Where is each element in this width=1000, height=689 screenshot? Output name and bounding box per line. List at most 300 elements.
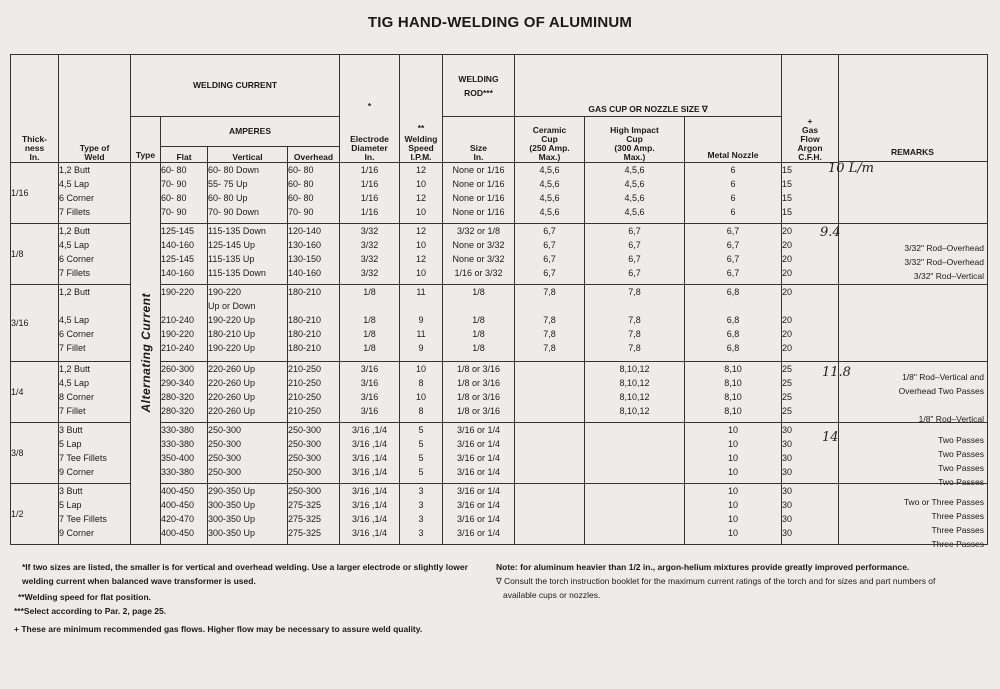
cell-value: 250-300 bbox=[288, 439, 322, 449]
cell-value: 3/16 ,1/4 bbox=[351, 528, 388, 538]
cell-value: 180-210 bbox=[288, 343, 322, 353]
note-2: ∇ Consult the torch instruction booklet for the maximum current ratings of the torch and for sizes and part numbers of bbox=[496, 576, 936, 586]
cell-value: 60- 80 Down bbox=[208, 165, 260, 175]
cell-value: 8,10,12 bbox=[619, 364, 650, 374]
cell-value: 25 bbox=[782, 392, 793, 402]
cell-value bbox=[515, 512, 584, 526]
cell-value: 3/16 bbox=[360, 364, 379, 374]
cell-value: 3/16 ,1/4 bbox=[351, 467, 388, 477]
rod-cell bbox=[443, 224, 515, 285]
remark: 3/32" Rod–Overhead bbox=[904, 243, 984, 253]
cell-value: 3/16 ,1/4 bbox=[351, 500, 388, 510]
vertical-cell bbox=[208, 423, 288, 484]
cell-value: 5 bbox=[418, 467, 424, 477]
cell-value: 30 bbox=[782, 425, 793, 435]
cell-value: 3/16 or 1/4 bbox=[456, 425, 501, 435]
cell-value: 10 bbox=[415, 392, 426, 402]
cell-value: 6,8 bbox=[726, 315, 740, 325]
cell-value: 3 bbox=[418, 500, 424, 510]
cell-value: 10 bbox=[415, 207, 426, 217]
cell-value bbox=[515, 465, 584, 479]
cell-value: 3/16 bbox=[360, 392, 379, 402]
high-impact-cell bbox=[585, 362, 685, 423]
cell-value: 290-340 bbox=[161, 378, 195, 388]
cell-value bbox=[515, 390, 584, 404]
metal-cell bbox=[685, 224, 782, 285]
high-impact-cup-header: High Impact Cup (300 Amp. Max.) bbox=[585, 117, 685, 163]
cell-value: 8,10 bbox=[724, 364, 742, 374]
welding-rod-header: WELDING ROD*** bbox=[443, 55, 515, 117]
cell-value: 275-325 bbox=[288, 528, 322, 538]
cell-value bbox=[585, 526, 684, 540]
cell-value: 6,7 bbox=[628, 240, 641, 250]
cell-value: 7,8 bbox=[543, 343, 556, 353]
cell-value: 190-220 bbox=[161, 287, 195, 297]
cell-value: 300-350 Up bbox=[208, 514, 256, 524]
cell-value: 3/16 or 1/4 bbox=[456, 514, 501, 524]
metal-cell bbox=[685, 484, 782, 545]
footnote-3: ***Select according to Par. 2, page 25. bbox=[14, 606, 167, 616]
cell-value: 1/16 or 3/32 bbox=[454, 268, 503, 278]
cell-value: 8,10 bbox=[724, 378, 742, 388]
cell-value: 15 bbox=[782, 193, 793, 203]
flat-header: Flat bbox=[161, 147, 208, 163]
cell-value bbox=[585, 498, 684, 512]
remarks-border bbox=[987, 54, 988, 545]
cell-value: 7 Fillet bbox=[59, 343, 86, 353]
cell-value: 250-300 bbox=[288, 453, 322, 463]
cell-value: 20 bbox=[782, 254, 793, 264]
gas-cell bbox=[782, 484, 839, 545]
cell-value: 70- 90 bbox=[161, 207, 187, 217]
ceramic-cell bbox=[515, 423, 585, 484]
overhead-cell bbox=[288, 224, 340, 285]
cell-value: 1/8 bbox=[363, 343, 376, 353]
cell-value: 3 bbox=[418, 514, 424, 524]
cell-value: 3/16 ,1/4 bbox=[351, 425, 388, 435]
cell-value bbox=[585, 423, 684, 437]
handwritten-note: 11.8 bbox=[822, 365, 851, 380]
cell-value: 9 bbox=[418, 343, 424, 353]
speed-header: ** Welding Speed I.P.M. bbox=[400, 55, 443, 163]
cell-value bbox=[400, 299, 442, 313]
cell-value: 300-350 Up bbox=[208, 528, 256, 538]
thickness-cell: 1/8 bbox=[11, 224, 59, 285]
ceramic-cell bbox=[515, 362, 585, 423]
overhead-cell bbox=[288, 484, 340, 545]
cell-value: 1/16 bbox=[360, 207, 379, 217]
cell-value: 20 bbox=[782, 329, 793, 339]
flat-cell bbox=[161, 285, 208, 362]
remark: Two Passes bbox=[938, 477, 984, 487]
gas-cup-header: GAS CUP OR NOZZLE SIZE ∇ bbox=[515, 55, 782, 117]
speed-cell bbox=[400, 224, 443, 285]
cell-value: 1,2 Butt bbox=[59, 287, 91, 297]
cell-value: 3 bbox=[418, 486, 424, 496]
cell-value: 4,5 Lap bbox=[59, 315, 90, 325]
cell-value: 210-240 bbox=[161, 315, 195, 325]
cell-value: 1/8 bbox=[472, 329, 485, 339]
cell-value: 12 bbox=[415, 254, 426, 264]
welds-cell bbox=[59, 423, 131, 484]
cell-value bbox=[59, 299, 130, 313]
remarks-divider bbox=[838, 223, 988, 224]
cell-value: 4,5 Lap bbox=[59, 378, 90, 388]
cell-value: None or 3/32 bbox=[452, 254, 505, 264]
cell-value: 3/16 ,1/4 bbox=[351, 439, 388, 449]
cell-value: 8 bbox=[418, 378, 424, 388]
cell-value bbox=[161, 299, 207, 313]
remarks-divider bbox=[838, 422, 988, 423]
overhead-cell bbox=[288, 362, 340, 423]
cell-value bbox=[340, 299, 399, 313]
cell-value: 25 bbox=[782, 378, 793, 388]
cell-value: 6,7 bbox=[726, 240, 740, 250]
remarks-divider bbox=[838, 544, 988, 545]
cell-value: 6,7 bbox=[628, 268, 641, 278]
cell-value: 5 bbox=[418, 439, 424, 449]
cell-value: None or 3/32 bbox=[452, 240, 505, 250]
cell-value: 55- 75 Up bbox=[208, 179, 248, 189]
cell-value: 7,8 bbox=[628, 315, 641, 325]
cell-value: 60- 80 bbox=[161, 193, 187, 203]
cell-value: 1/16 bbox=[360, 165, 379, 175]
cell-value: 210-250 bbox=[288, 406, 322, 416]
welds-cell bbox=[59, 484, 131, 545]
cell-value: 30 bbox=[782, 528, 793, 538]
cell-value: 3/16 or 1/4 bbox=[456, 528, 501, 538]
remark: 1/8" Rod–Vertical and bbox=[902, 372, 984, 382]
cell-value: 20 bbox=[782, 343, 793, 353]
welds-cell bbox=[59, 224, 131, 285]
remark: 3/32" Rod–Vertical bbox=[913, 271, 984, 281]
cell-value: 60- 80 bbox=[288, 179, 314, 189]
thickness-cell: 1/4 bbox=[11, 362, 59, 423]
cell-value: 3/16 or 1/4 bbox=[456, 439, 501, 449]
welds-cell bbox=[59, 285, 131, 362]
cell-value: 30 bbox=[782, 486, 793, 496]
cell-value: 7 Fillets bbox=[59, 207, 91, 217]
electrode-cell bbox=[340, 362, 400, 423]
rod-cell bbox=[443, 285, 515, 362]
cell-value: 6,7 bbox=[628, 254, 641, 264]
cell-value: 12 bbox=[415, 165, 426, 175]
cell-value: 10 bbox=[728, 528, 739, 538]
cell-value: 7,8 bbox=[543, 287, 556, 297]
thickness-cell: 3/16 bbox=[11, 285, 59, 362]
cell-value: 12 bbox=[415, 226, 426, 236]
cell-value: 20 bbox=[782, 268, 793, 278]
cell-value: 1,2 Butt bbox=[59, 226, 91, 236]
cell-value: 20 bbox=[782, 315, 793, 325]
cell-value: 7 Fillets bbox=[59, 268, 91, 278]
speed-cell bbox=[400, 362, 443, 423]
cell-value: 6 Corner bbox=[59, 193, 95, 203]
high-impact-cell bbox=[585, 224, 685, 285]
cell-value: 6 Corner bbox=[59, 329, 95, 339]
footnote-1: *If two sizes are listed, the smaller is for vertical and overhead welding. Use a larger electrode or slightly lower bbox=[22, 562, 468, 572]
cell-value: 12 bbox=[415, 193, 426, 203]
cell-value: 6,7 bbox=[543, 226, 556, 236]
cell-value: 280-320 bbox=[161, 406, 195, 416]
cell-value: 6,7 bbox=[726, 226, 740, 236]
cell-value: 7,8 bbox=[628, 287, 641, 297]
cell-value: 1,2 Butt bbox=[59, 364, 91, 374]
cell-value bbox=[585, 437, 684, 451]
cell-value: 1,2 Butt bbox=[59, 165, 91, 175]
cell-value: 6,7 bbox=[726, 254, 740, 264]
ceramic-cell bbox=[515, 163, 585, 224]
cell-value: 130-160 bbox=[288, 240, 322, 250]
cell-value: 3/32 bbox=[360, 240, 379, 250]
cell-value: 250-300 bbox=[208, 439, 242, 449]
cell-value bbox=[515, 498, 584, 512]
vertical-header: Vertical bbox=[208, 147, 288, 163]
welds-cell bbox=[59, 362, 131, 423]
cell-value: 30 bbox=[782, 453, 793, 463]
thickness-cell: 1/2 bbox=[11, 484, 59, 545]
high-impact-cell bbox=[585, 285, 685, 362]
cell-value: 6,8 bbox=[726, 329, 740, 339]
cell-value: 125-145 bbox=[161, 254, 195, 264]
remarks-divider bbox=[838, 361, 988, 362]
remark: Two or Three Passes bbox=[903, 497, 984, 507]
cell-value: 4,5,6 bbox=[624, 207, 645, 217]
cell-value: 400-450 bbox=[161, 500, 195, 510]
vertical-cell bbox=[208, 484, 288, 545]
cell-value: 115-135 Down bbox=[208, 268, 266, 278]
handwritten-note: 10 L/m bbox=[828, 161, 875, 176]
metal-cell bbox=[685, 163, 782, 224]
vertical-cell bbox=[208, 163, 288, 224]
cell-value: 4,5,6 bbox=[624, 193, 645, 203]
handwritten-note: 9.4 bbox=[820, 225, 841, 240]
thickness-group bbox=[11, 163, 839, 224]
cell-value: 3/16 or 1/4 bbox=[456, 486, 501, 496]
flat-cell bbox=[161, 362, 208, 423]
cell-value: 3/16 bbox=[360, 378, 379, 388]
cell-value: 400-450 bbox=[161, 528, 195, 538]
cell-value: 10 bbox=[415, 364, 426, 374]
flat-cell bbox=[161, 224, 208, 285]
cell-value: 210-250 bbox=[288, 392, 322, 402]
electrode-cell bbox=[340, 224, 400, 285]
cell-value: 7,8 bbox=[628, 343, 641, 353]
cell-value: 6 bbox=[730, 193, 736, 203]
cell-value: 9 bbox=[418, 315, 424, 325]
cell-value: 130-150 bbox=[288, 254, 322, 264]
cell-value: 115-135 Up bbox=[208, 254, 255, 264]
cell-value: 260-300 bbox=[161, 364, 195, 374]
cell-value: 70- 90 bbox=[288, 207, 314, 217]
cell-value: 120-140 bbox=[288, 226, 322, 236]
cell-value: 330-380 bbox=[161, 467, 195, 477]
cell-value: 220-260 Up bbox=[208, 364, 256, 374]
cell-value: 30 bbox=[782, 467, 793, 477]
cell-value: 3/16 or 1/4 bbox=[456, 453, 501, 463]
cell-value: 250-300 bbox=[288, 467, 322, 477]
cell-value bbox=[585, 484, 684, 498]
cell-value: 250-300 bbox=[208, 453, 242, 463]
thickness-cell: 1/16 bbox=[11, 163, 59, 224]
electrode-cell bbox=[340, 163, 400, 224]
cell-value: 30 bbox=[782, 439, 793, 449]
cell-value bbox=[585, 465, 684, 479]
cell-value: 180-210 bbox=[288, 287, 322, 297]
rod-cell bbox=[443, 423, 515, 484]
cell-value: 10 bbox=[728, 467, 739, 477]
speed-cell bbox=[400, 285, 443, 362]
gas-cell bbox=[782, 285, 839, 362]
cell-value: 330-380 bbox=[161, 425, 195, 435]
cell-value: 3/16 or 1/4 bbox=[456, 500, 501, 510]
cell-value: 8 Corner bbox=[59, 392, 95, 402]
cell-value: 1/16 bbox=[360, 179, 379, 189]
cell-value: 275-325 bbox=[288, 500, 322, 510]
cell-value bbox=[515, 362, 584, 376]
overhead-cell bbox=[288, 163, 340, 224]
cell-value: 210-240 bbox=[161, 343, 195, 353]
electrode-cell bbox=[340, 484, 400, 545]
cell-value: 25 bbox=[782, 364, 793, 374]
remark: 1/8" Rod–Vertical bbox=[918, 414, 984, 424]
cell-value bbox=[288, 299, 339, 313]
remarks-divider bbox=[838, 483, 988, 484]
electrode-cell bbox=[340, 285, 400, 362]
cell-value: 7 Fillet bbox=[59, 406, 86, 416]
type-header: Type bbox=[131, 117, 161, 163]
footnote-2: **Welding speed for flat position. bbox=[18, 592, 152, 602]
cell-value: 9 Corner bbox=[59, 467, 95, 477]
cell-value: 3 Butt bbox=[59, 425, 83, 435]
note-2-cont: available cups or nozzles. bbox=[503, 590, 601, 600]
cell-value: 8,10,12 bbox=[619, 406, 650, 416]
high-impact-cell bbox=[585, 484, 685, 545]
cell-value: 6,7 bbox=[726, 268, 740, 278]
cell-value: 30 bbox=[782, 514, 793, 524]
cell-value: 10 bbox=[728, 439, 739, 449]
cell-value: 10 bbox=[728, 453, 739, 463]
cell-value bbox=[782, 299, 838, 313]
cell-value: 350-400 bbox=[161, 453, 195, 463]
flat-cell bbox=[161, 423, 208, 484]
cell-value: 140-160 bbox=[161, 268, 195, 278]
cell-value: 10 bbox=[728, 486, 739, 496]
remark: Two Passes bbox=[938, 449, 984, 459]
electrode-header: * Electrode Diameter In. bbox=[340, 55, 400, 163]
cell-value: 70- 90 Down bbox=[208, 207, 260, 217]
cell-value: 250-300 bbox=[288, 425, 322, 435]
cell-value: 190-220 Up bbox=[208, 315, 256, 325]
cell-value: 4,5 Lap bbox=[59, 240, 90, 250]
cell-value: 6 bbox=[730, 179, 736, 189]
cell-value: 6 Corner bbox=[59, 254, 95, 264]
cell-value: 10 bbox=[728, 425, 739, 435]
cell-value: 3/32 bbox=[360, 226, 379, 236]
electrode-cell bbox=[340, 423, 400, 484]
cell-value: 1/8 or 3/16 bbox=[456, 406, 501, 416]
cell-value: 3 bbox=[418, 528, 424, 538]
rod-size-header: Size In. bbox=[443, 117, 515, 163]
cell-value: 5 bbox=[418, 453, 424, 463]
high-impact-cell bbox=[585, 423, 685, 484]
gas-flow-header: + Gas Flow Argon C.F.H. bbox=[782, 55, 839, 163]
cell-value: 1/8 or 3/16 bbox=[456, 364, 501, 374]
cell-value: 30 bbox=[782, 500, 793, 510]
cell-value: 8,10,12 bbox=[619, 392, 650, 402]
cell-value: 4,5,6 bbox=[539, 165, 560, 175]
type-of-weld-header: Type of Weld bbox=[59, 55, 131, 163]
cell-value: 1/16 bbox=[360, 193, 379, 203]
cell-value: 5 Lap bbox=[59, 439, 82, 449]
cell-value: 7 Tee Fillets bbox=[59, 514, 107, 524]
ceramic-cup-header: Ceramic Cup (250 Amp. Max.) bbox=[515, 117, 585, 163]
rod-cell bbox=[443, 163, 515, 224]
cell-value: 10 bbox=[415, 179, 426, 189]
cell-value: 20 bbox=[782, 287, 793, 297]
cell-value: 115-135 Down bbox=[208, 226, 266, 236]
thickness-header: Thick- ness In. bbox=[11, 55, 59, 163]
welding-current-header: WELDING CURRENT bbox=[131, 55, 340, 117]
cell-value bbox=[515, 299, 584, 313]
cell-value: 3 Butt bbox=[59, 486, 83, 496]
cell-value: 1/8 bbox=[363, 315, 376, 325]
cell-value: 8,10 bbox=[724, 392, 742, 402]
cell-value: 11 bbox=[416, 329, 426, 339]
cell-value: 8 bbox=[418, 406, 424, 416]
cell-value: 25 bbox=[782, 406, 793, 416]
cell-value: 280-320 bbox=[161, 392, 195, 402]
cell-value: None or 1/16 bbox=[452, 179, 505, 189]
cell-value: 140-160 bbox=[288, 268, 322, 278]
cell-value: 4,5,6 bbox=[539, 207, 560, 217]
vertical-cell bbox=[208, 362, 288, 423]
cell-value: 20 bbox=[782, 226, 793, 236]
ceramic-cell bbox=[515, 484, 585, 545]
cell-value: 3/16 ,1/4 bbox=[351, 453, 388, 463]
cell-value bbox=[443, 299, 514, 313]
cell-value: 3/32 bbox=[360, 268, 379, 278]
remark: Two Passes bbox=[938, 463, 984, 473]
overhead-cell bbox=[288, 423, 340, 484]
welds-cell bbox=[59, 163, 131, 224]
cell-value: 6,7 bbox=[543, 254, 556, 264]
cell-value: 4,5,6 bbox=[624, 165, 645, 175]
cell-value: 60- 80 bbox=[288, 165, 314, 175]
cell-value: 3/32 bbox=[360, 254, 379, 264]
cell-value: 4,5,6 bbox=[539, 193, 560, 203]
cell-value: 1/8 or 3/16 bbox=[456, 378, 501, 388]
remarks-header: REMARKS bbox=[838, 54, 988, 162]
cell-value: 10 bbox=[415, 240, 426, 250]
ceramic-cell bbox=[515, 285, 585, 362]
cell-value: 11 bbox=[416, 287, 426, 297]
cell-value bbox=[585, 299, 684, 313]
metal-cell bbox=[685, 362, 782, 423]
cell-value: None or 1/16 bbox=[452, 207, 505, 217]
cell-value: 8,10,12 bbox=[619, 378, 650, 388]
cell-value: 6 bbox=[730, 207, 736, 217]
cell-value: 140-160 bbox=[161, 240, 195, 250]
cell-value: 7,8 bbox=[543, 315, 556, 325]
cell-value: 220-260 Up bbox=[208, 406, 256, 416]
cell-value: 190-220 Up bbox=[208, 343, 256, 353]
cell-value bbox=[515, 451, 584, 465]
vertical-cell bbox=[208, 285, 288, 362]
cell-value: 300-350 Up bbox=[208, 500, 256, 510]
cell-value: 60- 80 bbox=[288, 193, 314, 203]
cell-value: 1/8 bbox=[472, 343, 485, 353]
